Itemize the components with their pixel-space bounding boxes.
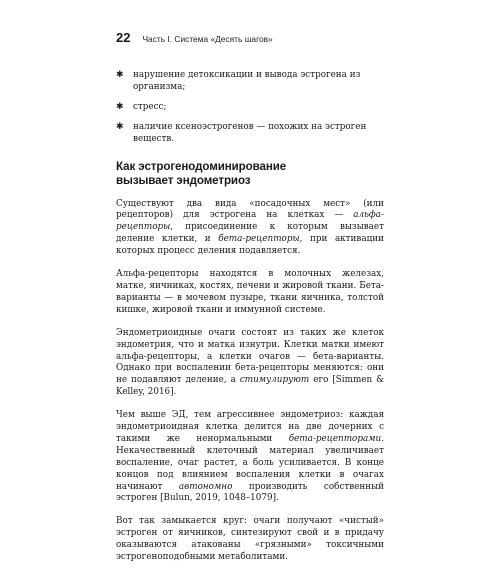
text-run: , присоединение к которым вызывает деление клетки, и: [116, 222, 384, 245]
list-item-text: стресс;: [133, 101, 167, 112]
asterisk-bullet-icon: ✱: [116, 70, 124, 80]
text-run: Чем выше ЭД, тем агрессивнее эндометриоз: каждая эндометриоидная клетка делится на две дочерних с такими же ненормальными: [116, 410, 384, 444]
emphasis-stimulate: стимулируют: [239, 375, 310, 386]
asterisk-bullet-icon: ✱: [116, 101, 124, 112]
running-title: Часть I. Система «Десять шагов»: [142, 34, 273, 44]
emphasis-alpha-receptors: альфа-рецепторы: [116, 210, 384, 233]
list-item: [116, 70, 384, 94]
running-header: [116, 30, 273, 46]
list-item-text: наличие ксеноэстрогенов — похожих на эстроген веществ.: [133, 121, 367, 144]
text-run: его [Simmen & Kelley, 2016].: [116, 375, 384, 398]
list-item: [116, 122, 384, 146]
page-number: 22: [116, 30, 131, 45]
emphasis-autonomously: автономно: [178, 481, 233, 492]
section-heading: [116, 160, 384, 188]
asterisk-bullet-icon: ✱: [116, 121, 124, 132]
text-run: , при активации которых процесс деления подавляется.: [116, 234, 384, 257]
text-run: . Некачественный клеточный материал увеличивает воспаление, очаг растет, а боль усиливается. В конце концов под влиянием воспаления клетки в очагах начинают: [116, 433, 384, 492]
paragraph-vicious-circle: Вот так замыкается круг: очаги получают «чистый» эстроген от яичников, синтезируют свой и в придачу оказываются атакованы «грязными» токсичными эстрогеноподобными метаболитами.: [116, 516, 384, 563]
bullet-list: [116, 70, 384, 146]
paragraph-aggressiveness: [116, 410, 384, 505]
paragraph-receptors: [116, 199, 384, 259]
emphasis-beta-receptors: бета-рецепторами: [288, 433, 382, 444]
text-run: Существуют два вида «посадочных мест» (или рецепторов) для эстрогена на клетках —: [116, 198, 384, 221]
text-run: Эндометриоидные очаги состоят из таких же клеток эндометрия, что и матка изнутри. Клетки матки имеют альфа-рецепторы, а клетки очагов — бета-варианты. Однако при воспалении бета-рецепторы меняются: они не подавляют деление, а: [116, 327, 384, 386]
section-heading-line-2: вызывает эндометриоз: [116, 173, 251, 187]
paragraph-endometrioid-foci: [116, 328, 384, 399]
emphasis-beta-receptors: бета-рецепторы: [218, 234, 300, 245]
text-run: производить собственный эстроген [Bulun, 2019, 1048–1079].: [116, 481, 384, 504]
section-heading-line-1: Как эстрогенодоминирование: [116, 159, 287, 173]
page-content: [116, 70, 384, 575]
list-item-text: нарушение детоксикации и вывода эстрогена из организма;: [133, 70, 361, 92]
paragraph-receptor-locations: Альфа-рецепторы находятся в молочных железах, матке, яичниках, костях, печени и жировой ткани. Бета-варианты — в мочевом пузыре, ткани яичника, толстой кишке, жировой ткани и иммунной системе.: [116, 269, 384, 315]
list-item: [116, 102, 384, 114]
